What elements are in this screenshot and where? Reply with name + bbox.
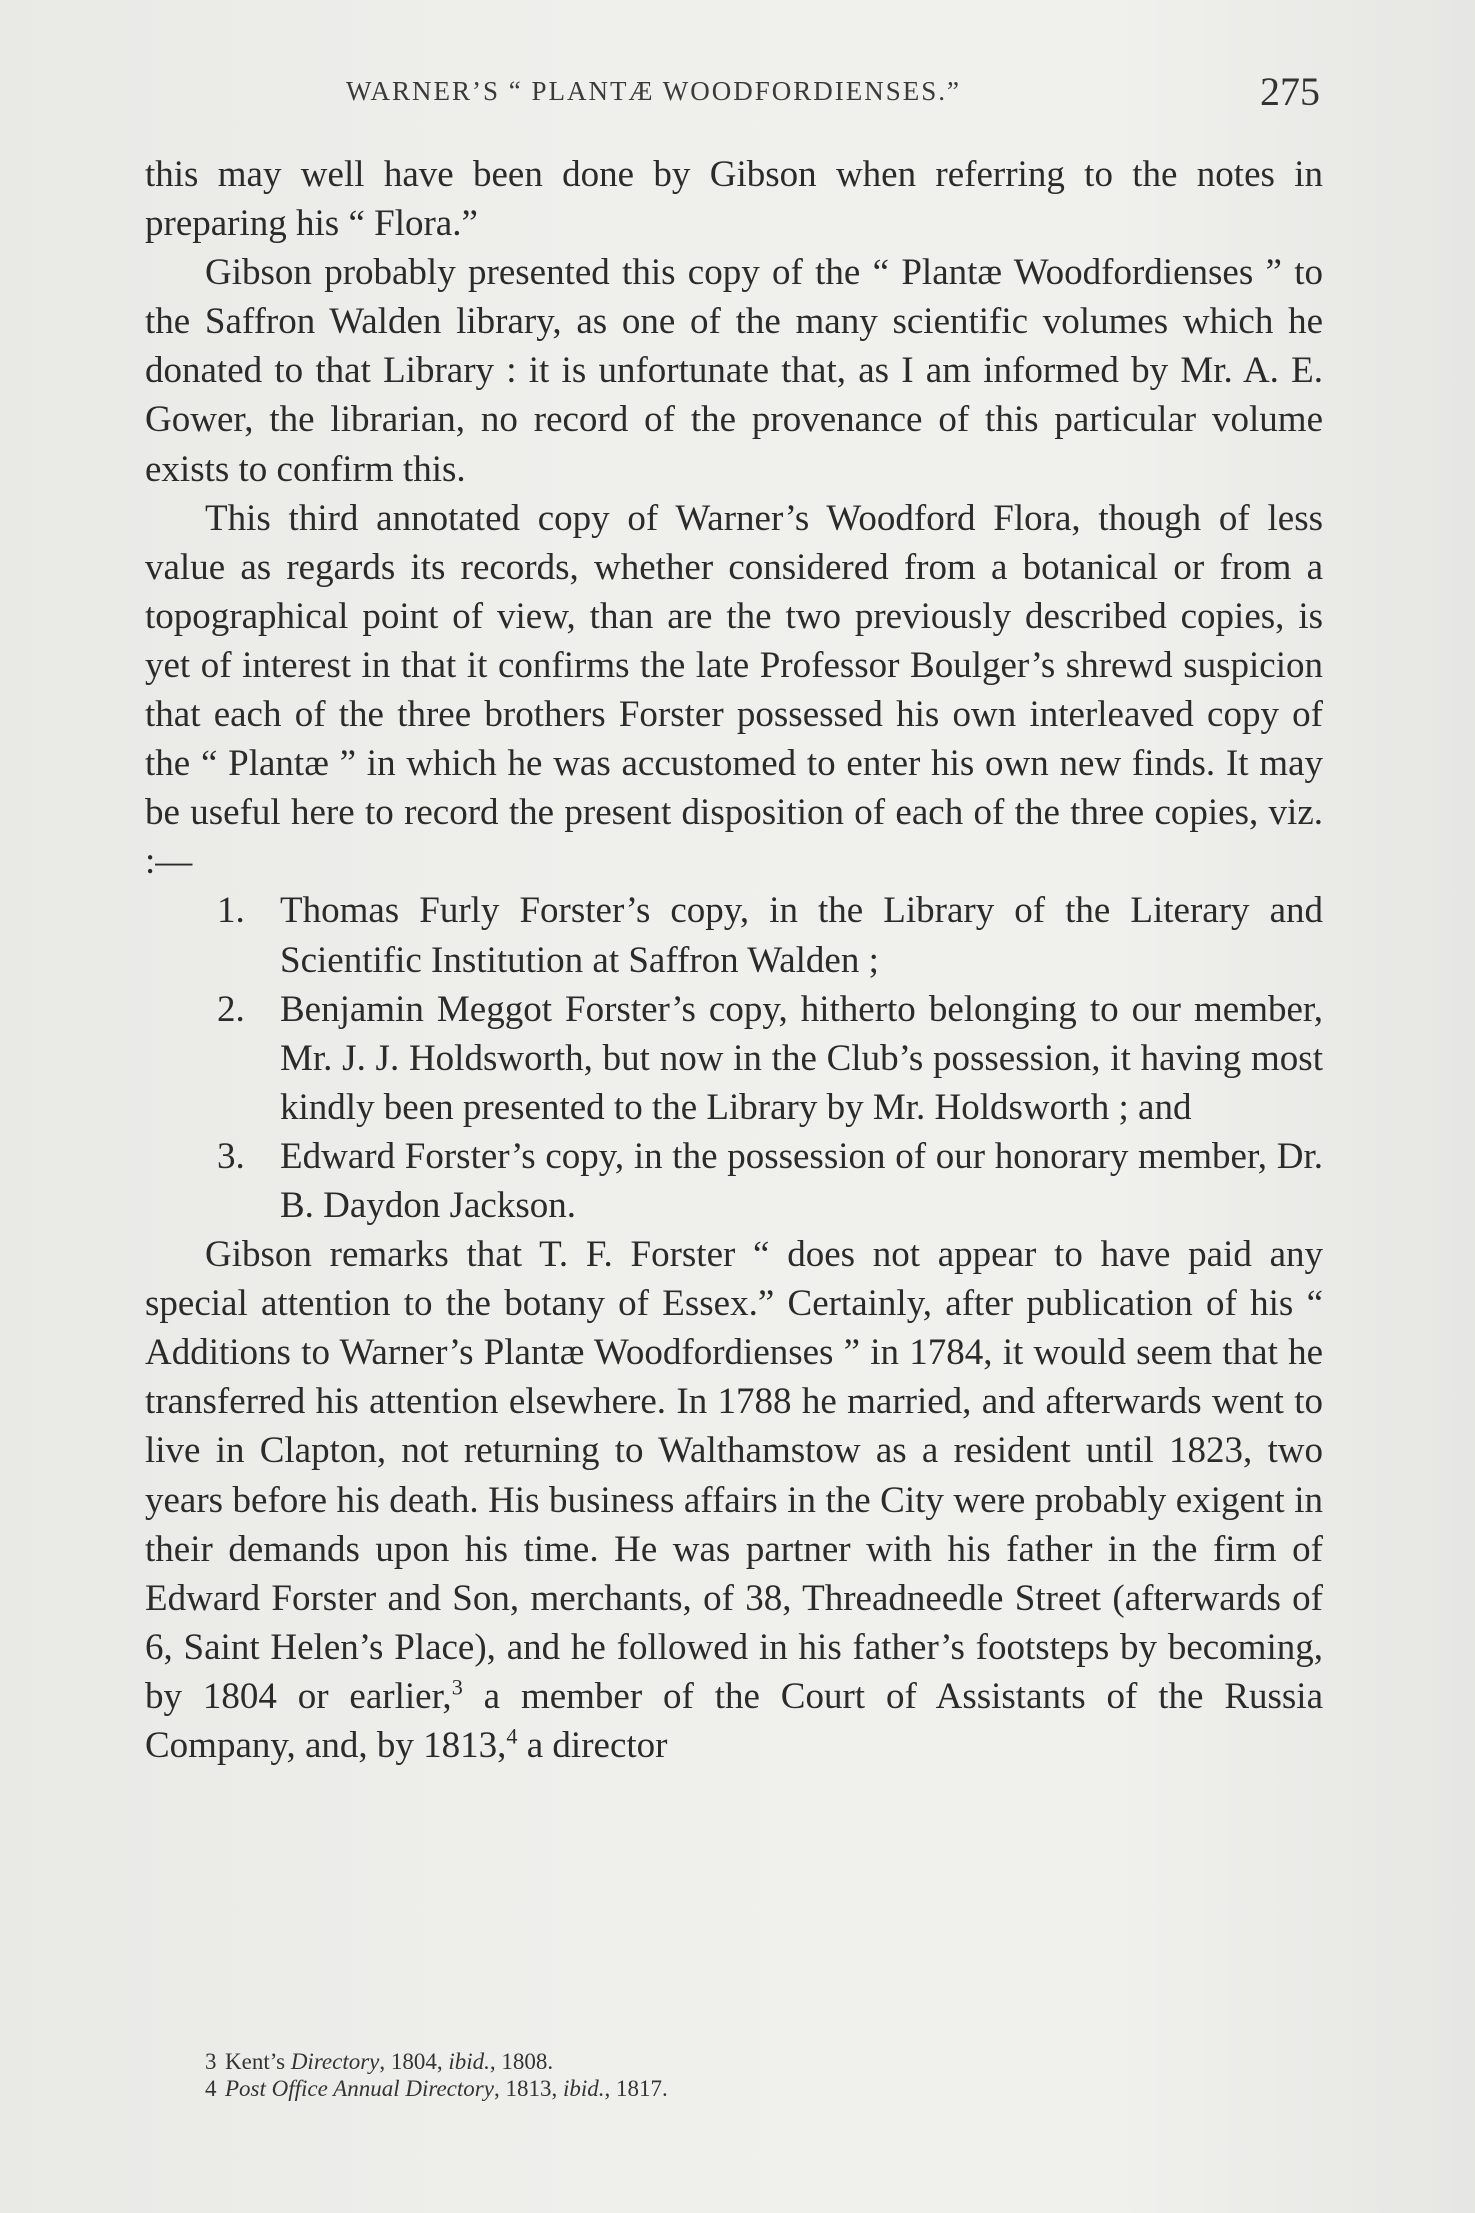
footnote-reference: 3 bbox=[451, 1674, 463, 1700]
footnote-text: , 1808. bbox=[489, 2049, 554, 2074]
footnote-source: Kent’s bbox=[225, 2049, 291, 2074]
paragraph-text: Gibson remarks that T. F. Forster “ does not appear to have paid any special attention to the botany of Essex.” Certainly, after publication of his “ Additions to Warner’s Plantæ Woodfordienses ” in 1784, it would seem that he transferred his attention elsewhere. In 1788 he married, and afterwards went to live in Clapton, not returning to Walthamstow as a resident until 1823, two years before his death. His business affairs in the City were probably exigent in their demands upon his time. He was partner with his father in the firm of Edward Forster and Son, merchants, of 38, Threadneedle Street (afterwards of 6, Saint Helen’s Place), and he followed in his father’s footsteps by becoming, by 1804 or earlier, bbox=[145, 1234, 1323, 1717]
paragraph: this may well have been done by Gibson when referring to the notes in preparing his “ Flora.” bbox=[145, 154, 1323, 245]
copies-list bbox=[145, 886, 1323, 1230]
footnotes bbox=[205, 2048, 1205, 2102]
footnote-number: 4 bbox=[205, 2076, 217, 2101]
list-item-number: 1. bbox=[217, 890, 245, 932]
footnote-text: , 1813, bbox=[493, 2076, 563, 2101]
footnote-reference: 4 bbox=[506, 1723, 518, 1749]
footnote-text: , 1817. bbox=[604, 2076, 668, 2101]
footnote-ibid: ibid. bbox=[562, 2076, 605, 2101]
footnote-title: Directory bbox=[290, 2049, 380, 2074]
paragraph bbox=[145, 1230, 1323, 1770]
list-item-text: Edward Forster’s copy, in the possession of our honorary member, Dr. B. Daydon Jackson. bbox=[280, 1135, 1323, 1226]
list-item-text: Benjamin Meggot Forster’s copy, hitherto belonging to our member, Mr. J. J. Holdsworth, but now in the Club’s possession, it having most kindly been presented to the Library by Mr. Holdsworth ; and bbox=[280, 988, 1323, 1128]
list-item-number: 2. bbox=[217, 988, 245, 1030]
footnote-number: 3 bbox=[205, 2049, 217, 2074]
page-number: 275 bbox=[1260, 69, 1320, 114]
running-head: WARNER’S “ PLANTÆ WOODFORDIENSES.” bbox=[346, 76, 962, 106]
footnote-ibid: ibid. bbox=[448, 2049, 490, 2074]
paragraph: This third annotated copy of Warner’s Woodford Flora, though of less value as regards its records, whether considered from a botanical or from a topographical point of view, than are the two previously described copies, is yet of interest in that it confirms the late Professor Boulger’s shrewd suspicion that each of the three brothers Forster possessed his own interleaved copy of the “ Plantæ ” in which he was accustomed to enter his own new finds. It may be useful here to record the present disposition of each of the three copies, viz. :— bbox=[145, 497, 1323, 883]
footnote bbox=[205, 2075, 1205, 2102]
list-item-text: Thomas Furly Forster’s copy, in the Library of the Literary and Scientific Institution at Saffron Walden ; bbox=[280, 890, 1323, 981]
list-item bbox=[145, 1132, 1323, 1230]
list-item-number: 3. bbox=[217, 1135, 245, 1177]
paragraph-text: a member of the Court of Assistants of the Russia Company, and, by 1813, bbox=[145, 1675, 1324, 1766]
footnote-title: Post Office Annual Directory bbox=[225, 2076, 494, 2101]
paragraph-text: a director bbox=[517, 1725, 668, 1766]
list-item bbox=[145, 985, 1323, 1132]
footnote-text: , 1804, bbox=[379, 2049, 449, 2074]
paragraph: Gibson probably presented this copy of the “ Plantæ Woodfordienses ” to the Saffron Walden library, as one of the many scientific volumes which he donated to that Library : it is unfortunate that, as I am informed by Mr. A. E. Gower, the librarian, no record of the provenance of this particular volume exists to confirm this. bbox=[145, 252, 1323, 490]
list-item bbox=[145, 886, 1323, 984]
footnote bbox=[205, 2048, 1205, 2075]
body-text bbox=[145, 150, 1323, 1770]
page-header bbox=[140, 68, 1320, 118]
